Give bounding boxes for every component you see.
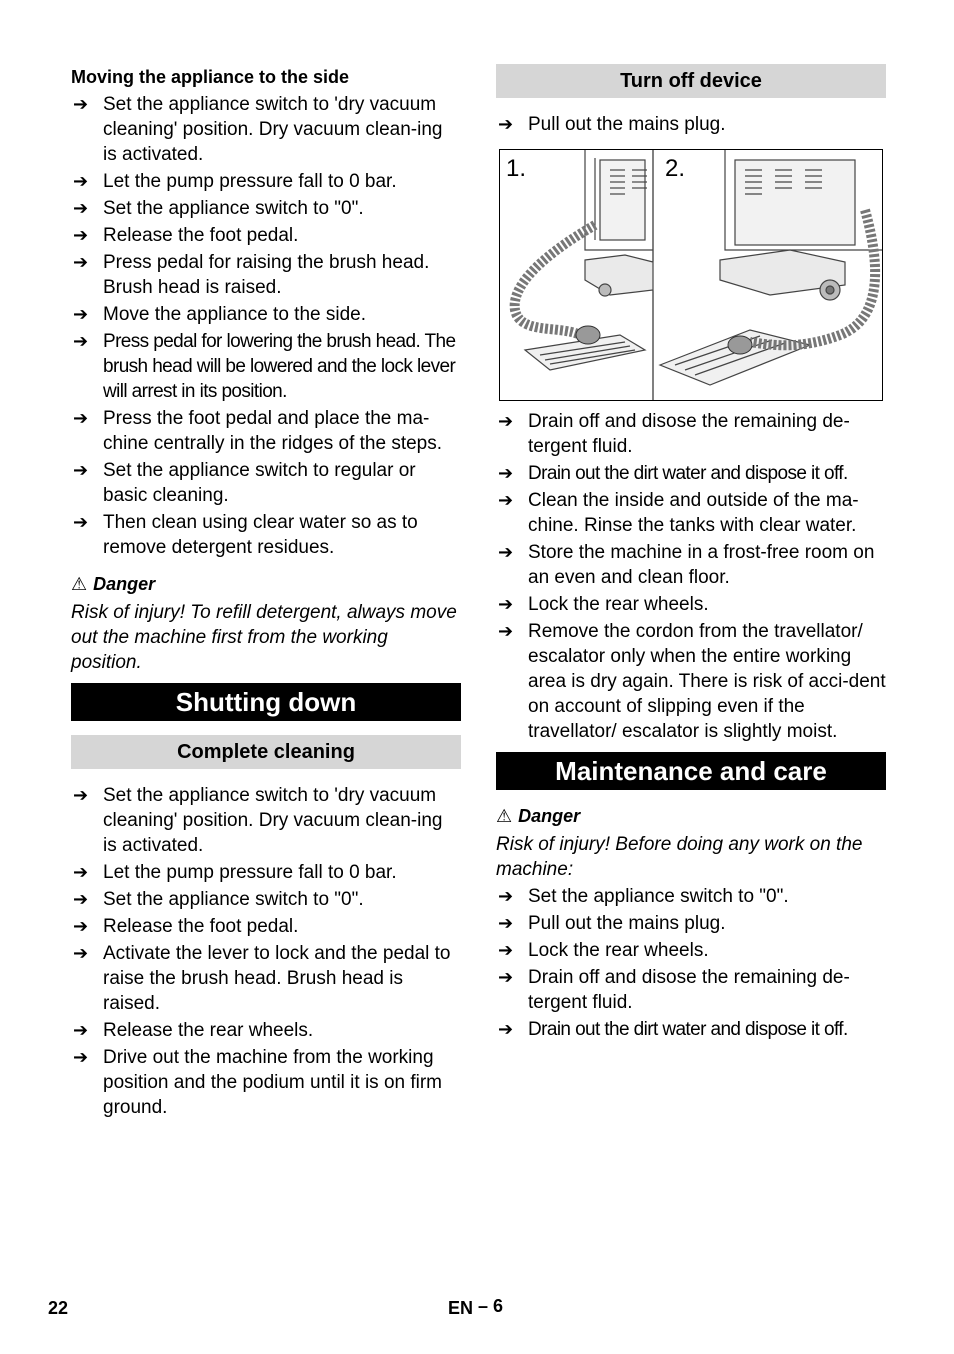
- list-item: ➔ Activate the lever to lock and the pedal to raise the brush head. Brush head is raised.: [73, 943, 451, 1014]
- turnoff-steps: [496, 112, 886, 137]
- list-item: ➔ Drain out the dirt water and dispose it off.: [498, 463, 848, 484]
- arrow-right-icon: ➔: [73, 225, 89, 245]
- arrow-right-icon: ➔: [73, 331, 88, 351]
- arrow-right-icon: ➔: [73, 408, 89, 428]
- list-item: ➔ Set the appliance switch to "0".: [73, 198, 364, 219]
- list-item: ➔ Then clean using clear water so as to remove detergent residues.: [73, 512, 418, 558]
- right-column: [496, 60, 886, 1044]
- arrow-right-icon: ➔: [498, 463, 513, 483]
- list-item: ➔ Pull out the mains plug.: [498, 114, 726, 135]
- arrow-right-icon: ➔: [498, 411, 514, 431]
- figure-label-2: 2.: [665, 155, 686, 182]
- list-item: ➔ Press pedal for lowering the brush head. The brush head will be lowered and the lock lever will arrest in its position.: [73, 331, 456, 402]
- list-item: ➔ Drain off and disose the remaining de-tergent fluid.: [498, 967, 850, 1013]
- after-steps: [496, 409, 886, 744]
- list-item: ➔ Set the appliance switch to "0".: [73, 889, 364, 910]
- danger-heading: ⚠ Danger: [496, 806, 581, 826]
- list-item: ➔ Set the appliance switch to 'dry vacuum cleaning' position. Dry vacuum clean-ing is activated.: [73, 94, 443, 165]
- arrow-right-icon: ➔: [498, 490, 514, 510]
- arrow-right-icon: ➔: [498, 886, 514, 906]
- arrow-right-icon: ➔: [73, 785, 89, 805]
- list-item: ➔ Pull out the mains plug.: [498, 913, 726, 934]
- arrow-right-icon: ➔: [73, 1020, 89, 1040]
- section-title-shutting-down: Shutting down: [71, 683, 461, 721]
- footer-section-marker: [448, 1298, 503, 1319]
- arrow-right-icon: ➔: [498, 114, 514, 134]
- list-item: ➔ Press the foot pedal and place the ma-chine centrally in the ridges of the steps.: [73, 408, 443, 454]
- arrow-right-icon: ➔: [73, 862, 89, 882]
- danger-text: Risk of injury! To refill detergent, always move out the machine first from the working position.: [71, 602, 457, 673]
- illustration-drain-hose: [499, 149, 883, 401]
- arrow-right-icon: ➔: [498, 594, 514, 614]
- arrow-right-icon: ➔: [73, 916, 89, 936]
- moving-title: Moving the appliance to the side: [71, 67, 350, 87]
- list-item: ➔ Drive out the machine from the working position and the podium until it is on firm ground.: [73, 1047, 443, 1118]
- list-item: ➔ Release the foot pedal.: [73, 225, 299, 246]
- arrow-right-icon: ➔: [498, 913, 514, 933]
- arrow-right-icon: ➔: [73, 304, 89, 324]
- arrow-right-icon: ➔: [73, 171, 89, 191]
- left-column: [71, 60, 461, 1122]
- list-item: ➔ Lock the rear wheels.: [498, 940, 709, 961]
- arrow-right-icon: ➔: [73, 1047, 89, 1067]
- complete-steps: [71, 783, 461, 1120]
- section-title-maintenance: Maintenance and care: [496, 752, 886, 790]
- arrow-right-icon: ➔: [498, 967, 514, 987]
- danger-text: Risk of injury! Before doing any work on the machine:: [496, 834, 863, 880]
- page-number: 22: [48, 1298, 69, 1318]
- list-item: ➔ Press pedal for raising the brush head. Brush head is raised.: [73, 252, 430, 298]
- list-item: ➔ Let the pump pressure fall to 0 bar.: [73, 862, 397, 883]
- list-item: ➔ Set the appliance switch to "0".: [498, 886, 789, 907]
- arrow-right-icon: ➔: [73, 198, 89, 218]
- list-item: ➔ Move the appliance to the side.: [73, 304, 367, 325]
- list-item: ➔ Release the foot pedal.: [73, 916, 299, 937]
- list-item: ➔ Drain off and disose the remaining de-tergent fluid.: [498, 411, 850, 457]
- maintenance-steps: [496, 884, 886, 1042]
- arrow-right-icon: ➔: [498, 542, 514, 562]
- arrow-right-icon: ➔: [73, 252, 89, 272]
- footer-lang: EN: [448, 1298, 474, 1318]
- warning-triangle-icon: ⚠: [71, 574, 88, 594]
- list-item: ➔ Set the appliance switch to regular or basic cleaning.: [73, 460, 416, 506]
- arrow-right-icon: ➔: [73, 512, 89, 532]
- list-item: ➔ Remove the cordon from the travellator/ escalator only when the entire working area is dry again. There is risk of acci-dent on account of slipping even if the travellator/ escalator is slightly moist.: [498, 621, 886, 742]
- subsection-title-complete-cleaning: Complete cleaning: [71, 735, 461, 769]
- list-item: ➔ Lock the rear wheels.: [498, 594, 709, 615]
- warning-triangle-icon: ⚠: [496, 806, 513, 826]
- arrow-right-icon: ➔: [73, 94, 89, 114]
- list-item: ➔ Set the appliance switch to 'dry vacuum cleaning' position. Dry vacuum clean-ing is activated.: [73, 785, 443, 856]
- list-item: ➔ Release the rear wheels.: [73, 1020, 314, 1041]
- list-item: ➔ Store the machine in a frost-free room on an even and clean floor.: [498, 542, 875, 588]
- danger-heading: ⚠ Danger: [71, 574, 156, 594]
- list-item: ➔ Clean the inside and outside of the ma-chine. Rinse the tanks with clear water.: [498, 490, 859, 536]
- illustration-svg: [500, 150, 882, 400]
- list-item: ➔ Let the pump pressure fall to 0 bar.: [73, 171, 397, 192]
- subsection-title-turn-off: Turn off device: [496, 64, 886, 98]
- figure-label-1: 1.: [506, 155, 527, 182]
- arrow-right-icon: ➔: [498, 621, 514, 641]
- arrow-right-icon: ➔: [73, 943, 89, 963]
- list-item: ➔ Drain out the dirt water and dispose it off.: [498, 1019, 848, 1040]
- arrow-right-icon: ➔: [498, 1019, 513, 1039]
- arrow-right-icon: ➔: [73, 889, 89, 909]
- footer-section-page: – 6: [478, 1296, 504, 1316]
- moving-steps: [71, 92, 461, 560]
- arrow-right-icon: ➔: [498, 940, 514, 960]
- arrow-right-icon: ➔: [73, 460, 89, 480]
